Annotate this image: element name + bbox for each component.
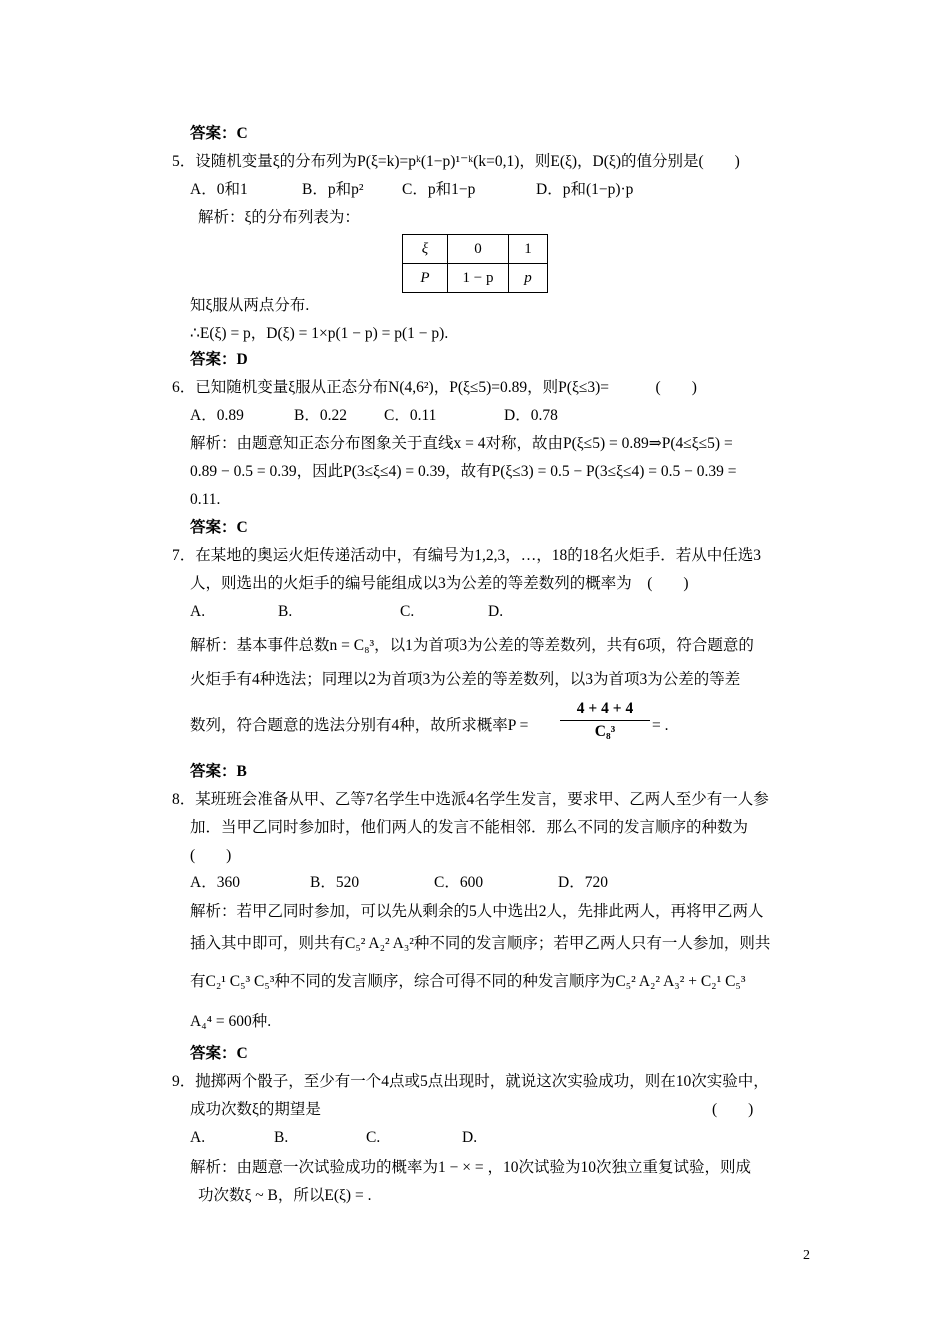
q6-stem: 6．已知随机变量ξ服从正态分布N(4,6²)，P(ξ≤5)=0.89，则P(ξ≤3)= ( )	[172, 379, 697, 396]
q5-option-b: B．p和p²	[302, 181, 364, 198]
q5-two-point-line: 知ξ服从两点分布.	[190, 297, 310, 314]
q9-option-b: B.	[274, 1129, 289, 1146]
distribution-table	[402, 234, 548, 293]
q9-stem-2: 成功次数ξ的期望是	[190, 1101, 321, 1118]
q5-answer: 答案：D	[190, 351, 248, 368]
q9-option-d: D.	[462, 1129, 478, 1146]
q6-analysis-3: 0.11.	[190, 491, 221, 508]
q9-stem-1: 9．抛掷两个骰子，至少有一个4点或5点出现时，就说这次实验成功，则在10次实验中，	[172, 1073, 769, 1090]
table-row	[403, 264, 548, 293]
q9-stem-paren: ( )	[712, 1101, 754, 1118]
q6-options	[190, 406, 558, 426]
q5-stem: 5．设随机变量ξ的分布列为P(ξ=k)=pᵏ(1−p)¹⁻ᵏ(k=0,1)，则E(ξ)，D(ξ)的值分别是( )	[172, 153, 740, 170]
q8-option-a: A．360	[190, 874, 240, 891]
q7-option-a: A.	[190, 603, 206, 620]
q8-answer: 答案：C	[190, 1045, 248, 1062]
q7-stem-2: 人，则选出的火炬手的编号能组成以3为公差的等差数列的概率为 ( )	[190, 575, 689, 592]
q7-fraction-tail: = .	[652, 717, 669, 734]
table-cell: 1	[509, 235, 548, 264]
q7-analysis-1: 解析：基本事件总数n = C₈³，以1为首项3为公差的等差数列，共有6项，符合题意的	[190, 637, 754, 654]
q6-option-d: D．0.78	[504, 407, 558, 424]
q7-answer: 答案：B	[190, 763, 247, 780]
q7-options	[190, 602, 503, 622]
q6-answer: 答案：C	[190, 519, 248, 536]
q9-option-c: C.	[366, 1129, 381, 1146]
q8-option-c: C．600	[434, 874, 484, 891]
q7-option-d: D.	[488, 603, 504, 620]
table-cell: 0	[448, 235, 509, 264]
q8-analysis-2: 插入其中即可，则共有C₅² A₂² A₃²种不同的发言顺序；若甲乙两人只有一人参加，则共	[190, 935, 771, 952]
table-cell: 1 − p	[448, 264, 509, 293]
q9-option-a: A.	[190, 1129, 206, 1146]
q6-analysis-1: 解析：由题意知正态分布图象关于直线x = 4对称，故由P(ξ≤5) = 0.89⇒P(4≤ξ≤5) =	[190, 435, 733, 452]
table-row	[403, 235, 548, 264]
q6-option-c: C．0.11	[384, 407, 437, 424]
q6-option-a: A．0.89	[190, 407, 244, 424]
q8-options	[190, 873, 608, 893]
q5-result-line: ∴E(ξ) = p，D(ξ) = 1×p(1 − p) = p(1 − p).	[190, 325, 449, 342]
q8-analysis-4: A₄⁴ = 600种.	[190, 1013, 272, 1030]
q8-stem-3: ( )	[190, 847, 232, 864]
q9-analysis-2: 功次数ξ ~ B，所以E(ξ) = .	[198, 1187, 372, 1204]
q5-option-d: D．p和(1−p)·p	[536, 181, 634, 198]
q8-stem-2: 加．当甲乙同时参加时，他们两人的发言不能相邻．那么不同的发言顺序的种数为	[190, 819, 749, 836]
table-cell: ξ	[403, 235, 448, 264]
q8-stem-1: 8．某班班会准备从甲、乙等7名学生中选派4名学生发言，要求甲、乙两人至少有一人参	[172, 791, 769, 808]
table-cell: p	[509, 264, 548, 293]
q8-option-d: D．720	[558, 874, 608, 891]
table-cell: P	[403, 264, 448, 293]
q9-analysis-1: 解析：由题意一次试验成功的概率为1 − × = ，10次试验为10次独立重复试验，则成	[190, 1159, 751, 1176]
q5-option-a: A．0和1	[190, 181, 248, 198]
q5-options	[190, 180, 633, 200]
q9-options	[190, 1128, 477, 1148]
q7-stem-1: 7．在某地的奥运火炬传递活动中，有编号为1,2,3，…，18的18名火炬手．若从中任选3	[172, 547, 762, 564]
fraction-denominator: C₈³	[594, 723, 616, 740]
q7-probability-fraction	[560, 700, 650, 741]
q7-analysis-2: 火炬手有4种选法；同理以2为首项3为公差的等差数列，以3为首项3为公差的等差	[190, 671, 741, 688]
q7-analysis-3: 数列，符合题意的选法分别有4种，故所求概率P =	[190, 717, 529, 734]
q6-analysis-2: 0.89 − 0.5 = 0.39，因此P(3≤ξ≤4) = 0.39，故有P(ξ≤3) = 0.5 − P(3≤ξ≤4) = 0.5 − 0.39 =	[190, 463, 737, 480]
q8-analysis-1: 解析：若甲乙同时参加，可以先从剩余的5人中选出2人，先排此两人，再将甲乙两人	[190, 903, 764, 920]
q4-answer: 答案：C	[190, 125, 248, 142]
page-number: 2	[803, 1248, 810, 1263]
fraction-numerator: 4 + 4 + 4	[560, 700, 650, 721]
q5-analysis-intro: 解析：ξ的分布列表为：	[198, 209, 360, 226]
q5-option-c: C．p和1−p	[402, 181, 476, 198]
q7-option-b: B.	[278, 603, 293, 620]
q8-analysis-3: 有C₂¹ C₅³ C₅³种不同的发言顺序，综合可得不同的种发言顺序为C₅² A₂² A₃² + C₂¹ C₅³	[190, 973, 746, 990]
q6-option-b: B．0.22	[294, 407, 347, 424]
q7-option-c: C.	[400, 603, 415, 620]
q8-option-b: B．520	[310, 874, 360, 891]
